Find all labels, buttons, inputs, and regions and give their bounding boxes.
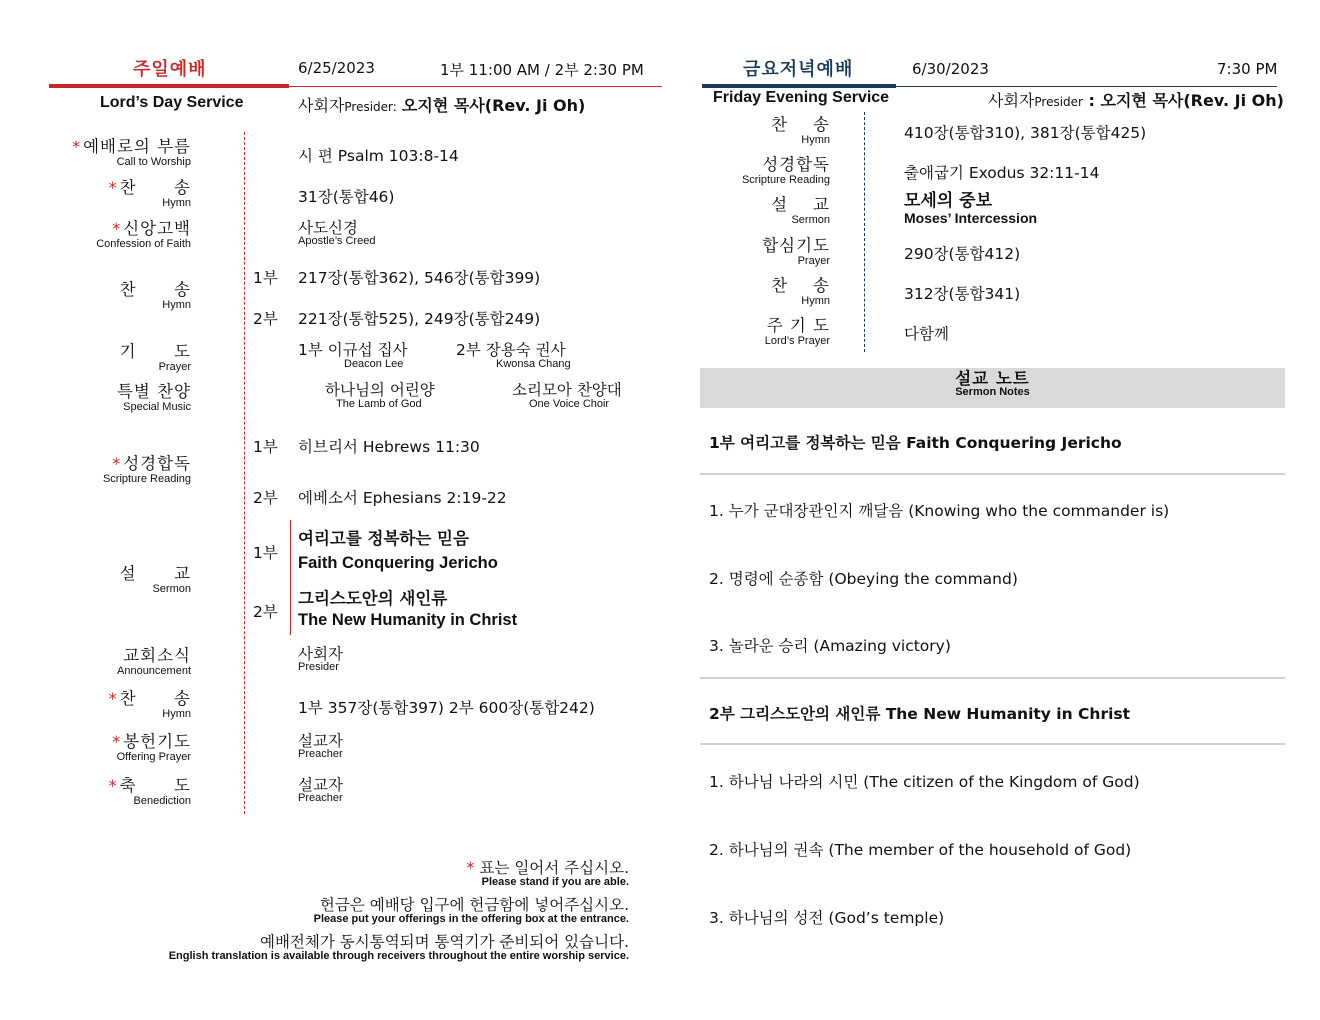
notice-offering: 헌금은 예배당 입구에 헌금함에 넣어주십시오. Please put your offerings in the offering box at the entrance. xyxy=(313,896,629,925)
right-label-scripture: 성경합독 Scripture Reading xyxy=(741,155,830,186)
right-label-prayer: 합심기도 Prayer xyxy=(762,236,830,267)
notice-stand: * 표는 일어서 주십시오. Please stand if you are able. xyxy=(466,858,629,888)
notes-part2-item: 1. 하나님 나라의 시민 (The citizen of the Kingdom of God) xyxy=(709,773,1140,791)
label-special-music: 특별 찬양 Special Music xyxy=(116,382,191,413)
scripture-part1-value: 히브리서 Hebrews 11:30 xyxy=(298,438,480,456)
right-lords-prayer-value: 다함께 xyxy=(904,325,949,343)
scripture-part1-label: 1부 xyxy=(253,438,278,456)
label-sermon: 설 교 Sermon xyxy=(119,564,191,595)
notes-part2-heading: 2부 그리스도안의 새인류 The New Humanity in Christ xyxy=(709,705,1131,723)
presider-label-ko: 사회자 xyxy=(298,96,345,115)
sermon-part2-title: 그리스도안의 새인류 The New Humanity in Christ xyxy=(298,589,518,630)
right-divider xyxy=(864,112,865,352)
right-title-en: Friday Evening Service xyxy=(713,89,890,106)
right-date: 6/30/2023 xyxy=(912,60,989,78)
right-label-sermon: 설 교 Sermon xyxy=(771,195,830,226)
label-benediction: * 축 도 Benediction xyxy=(108,776,191,807)
sermon-notes-title-ko: 설교 노트 xyxy=(955,369,1030,388)
prayer-part2: 2부 장용숙 권사 Kwonsa Chang xyxy=(456,341,571,370)
special-music-1: 하나님의 어린양 The Lamb of God xyxy=(325,381,435,410)
label-announcement: 교회소식 Announcement xyxy=(117,646,191,677)
hymn-3-value: 1부 357장(통합397) 2부 600장(통합242) xyxy=(298,699,595,717)
left-divider xyxy=(244,132,245,814)
right-time: 7:30 PM xyxy=(1217,60,1278,78)
right-sermon-value: 모세의 중보 Moses’ Intercession xyxy=(904,191,1038,226)
notes-divider xyxy=(700,743,1285,745)
right-label-hymn-2: 찬 송 Hymn xyxy=(771,276,830,307)
left-title-en: Lord’s Day Service xyxy=(100,94,244,111)
right-hymn-2-value: 312장(통합341) xyxy=(904,285,1021,303)
label-scripture: * 성경합독 Scripture Reading xyxy=(102,454,191,485)
scripture-part2-label: 2부 xyxy=(253,489,278,507)
sermon-part1-label: 1부 xyxy=(253,544,278,562)
label-hymn-3: * 찬 송 Hymn xyxy=(108,689,191,720)
notes-part1-heading: 1부 여리고를 정복하는 믿음 Faith Conquering Jericho xyxy=(709,434,1122,452)
label-hymn-1: * 찬 송 Hymn xyxy=(108,178,191,209)
benediction-value: 설교자 Preacher xyxy=(298,776,343,805)
announcement-value: 사회자 Presider xyxy=(298,645,343,674)
label-confession: * 신앙고백 Confession of Faith xyxy=(96,219,191,250)
creed-value: 사도신경 Apostle’s Creed xyxy=(298,219,376,248)
left-title-ko: 주일예배 xyxy=(133,59,207,80)
right-title-ko: 금요저녁예배 xyxy=(743,59,854,80)
sermon-divider xyxy=(290,520,291,635)
sermon-part2-label: 2부 xyxy=(253,603,278,621)
hymn-1-value: 31장(통합46) xyxy=(298,188,395,206)
right-prayer-value: 290장(통합412) xyxy=(904,245,1021,263)
notes-part2-item: 3. 하나님의 성전 (God’s temple) xyxy=(709,909,945,927)
special-music-2: 소리모아 찬양대 One Voice Choir xyxy=(512,381,622,410)
right-hymn-1-value: 410장(통합310), 381장(통합425) xyxy=(904,124,1147,142)
sermon-part1-title: 여리고를 정복하는 믿음 Faith Conquering Jericho xyxy=(298,529,498,572)
notice-translation: 예배전체가 동시통역되며 통역기가 준비되어 있습니다. English translation is available through receivers throughout the entire worship service. xyxy=(168,933,629,962)
right-header-rule xyxy=(896,86,1277,87)
hymn-2-part2-value: 221장(통합525), 249장(통합249) xyxy=(298,310,541,328)
left-times: 1부 11:00 AM / 2부 2:30 PM xyxy=(440,61,644,79)
left-title-underline xyxy=(49,84,289,88)
left-header-rule xyxy=(289,86,662,87)
sermon-notes-title-en: Sermon Notes xyxy=(955,386,1030,399)
hymn-2-part1-value: 217장(통합362), 546장(통합399) xyxy=(298,269,541,287)
label-call-to-worship: * 예배로의 부름 Call to Worship xyxy=(72,137,191,168)
left-presider xyxy=(298,93,585,116)
presider-name: 오지현 목사(Rev. Ji Oh) xyxy=(401,96,586,115)
scripture-part2-value: 에베소서 Ephesians 2:19-22 xyxy=(298,489,507,507)
label-offering-prayer: * 봉헌기도 Offering Prayer xyxy=(112,732,191,763)
offering-prayer-value: 설교자 Preacher xyxy=(298,732,343,761)
hymn-2-part1-label: 1부 xyxy=(253,269,278,287)
sermon-notes-header xyxy=(700,368,1285,408)
right-presider: 사회자Presider : 오지현 목사(Rev. Ji Oh) xyxy=(988,91,1284,110)
notes-part1-item: 3. 놀라운 승리 (Amazing victory) xyxy=(709,637,951,655)
prayer-part1: 1부 이규섭 집사 Deacon Lee xyxy=(298,341,408,370)
notes-part1-item: 1. 누가 군대장관인지 깨달음 (Knowing who the commander is) xyxy=(709,502,1170,520)
right-label-lords-prayer: 주 기 도 Lord’s Prayer xyxy=(764,316,830,347)
right-scripture-value: 출애굽기 Exodus 32:11-14 xyxy=(904,164,1100,182)
notes-divider xyxy=(700,677,1285,679)
right-label-hymn-1: 찬 송 Hymn xyxy=(771,115,830,146)
notes-part1-item: 2. 명령에 순종함 (Obeying the command) xyxy=(709,570,1018,588)
label-hymn-2: 찬 송 Hymn xyxy=(119,280,191,311)
left-date: 6/25/2023 xyxy=(298,59,375,77)
call-to-worship-value: 시 편 Psalm 103:8-14 xyxy=(298,147,459,165)
right-title-underline xyxy=(702,84,896,88)
notes-part2-item: 2. 하나님의 권속 (The member of the household of God) xyxy=(709,841,1132,859)
label-prayer: 기 도 Prayer xyxy=(119,342,191,373)
notes-divider xyxy=(700,473,1285,475)
hymn-2-part2-label: 2부 xyxy=(253,310,278,328)
presider-label-en: Presider: xyxy=(344,100,397,114)
